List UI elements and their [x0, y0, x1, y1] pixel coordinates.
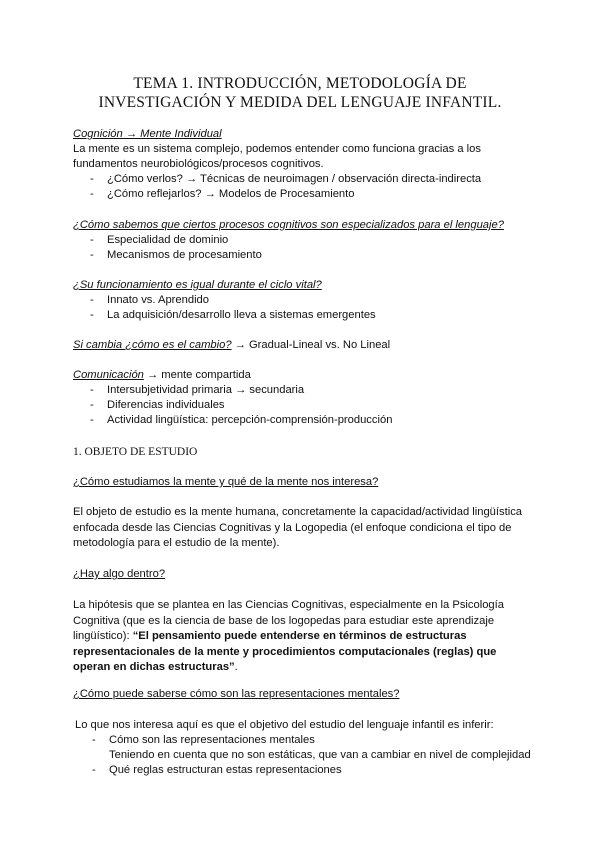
- list-item-text: Cómo son las representaciones mentales: [109, 734, 315, 746]
- list-item: - Diferencias individuales: [90, 399, 225, 411]
- especializados-section: [73, 218, 543, 263]
- objeto-question-block: [73, 475, 543, 490]
- comunicacion-heading: Comunicación: [73, 369, 144, 381]
- list-item: - Cómo son las representaciones mentales: [92, 734, 315, 746]
- representaciones-heading: ¿Cómo puede saberse cómo son las representaciones mentales?: [73, 688, 400, 700]
- objeto-heading: 1. OBJETO DE ESTUDIO: [73, 446, 198, 458]
- list-item: - Intersubjetividad primaria → secundaria: [90, 384, 305, 396]
- title-line-1: TEMA 1. INTRODUCCIÓN, METODOLOGÍA DE: [133, 75, 467, 92]
- list-item-text: La adquisición/desarrollo lleva a sistemas emergentes: [107, 309, 376, 321]
- dentro-quote: “El pensamiento puede entenderse en términos de estructuras representacionales de la mente y procedimientos computacionales (reglas) que operan en dichas estructuras”: [73, 630, 497, 673]
- list-item-text: Mecanismos de procesamiento: [107, 249, 262, 261]
- list-item: - Qué reglas estructuran estas representaciones: [92, 764, 342, 776]
- list-item-text: Intersubjetividad primaria → secundaria: [107, 384, 305, 396]
- list-item-text: Especialidad de dominio: [107, 234, 229, 246]
- list-item-subtext: [75, 748, 545, 763]
- objeto-section: [73, 445, 543, 460]
- objeto-text: El objeto de estudio es la mente humana, concretamente la capacidad/actividad lingüística enfocada desde las Ciencias Cognitivas y la Logopedia (el enfoque condiciona el tipo de metodología para el estudio de la mente).: [73, 506, 523, 549]
- list-item-text: Actividad lingüística: percepción-comprensión-producción: [107, 414, 393, 426]
- dentro-section: [73, 567, 543, 582]
- list-item-subtext-text: Teniendo en cuenta que no son estáticas, que van a cambiar en nivel de complejidad: [109, 749, 531, 761]
- funcionamiento-heading: ¿Su funcionamiento es igual durante el ciclo vital?: [73, 279, 322, 291]
- cambio-heading: Si cambia ¿cómo es el cambio?: [73, 339, 232, 351]
- list-item: - Actividad lingüística: percepción-comprensión-producción: [90, 414, 393, 426]
- representaciones-section: [73, 687, 543, 702]
- list-item-text: Diferencias individuales: [107, 399, 225, 411]
- representaciones-body: [75, 718, 545, 778]
- title-line-2: INVESTIGACIÓN Y MEDIDA DEL LENGUAJE INFANTIL.: [98, 94, 502, 111]
- list-item-text: ¿Cómo reflejarlos? → Modelos de Procesamiento: [107, 188, 355, 200]
- list-item-text: Qué reglas estructuran estas representaciones: [109, 764, 342, 776]
- cognicion-section: [73, 127, 543, 202]
- list-item: - Especialidad de dominio: [90, 234, 229, 246]
- list-item: - Innato vs. Aprendido: [90, 294, 210, 306]
- document-title: [60, 74, 540, 112]
- dentro-text: La hipótesis que se plantea en las Ciencias Cognitivas, especialmente en la Psicología Cognitiva (que es la ciencia de base de los logopedas para estudiar este aprendizaje lingüístico):: [73, 599, 504, 642]
- dentro-text-block: [73, 598, 535, 676]
- list-item-text: ¿Cómo verlos? → Técnicas de neuroimagen / observación directa-indirecta: [107, 173, 482, 185]
- comunicacion-rest: → mente compartida: [143, 369, 251, 381]
- cambio-section: [73, 338, 543, 353]
- list-item: - ¿Cómo reflejarlos? → Modelos de Procesamiento: [90, 188, 355, 200]
- list-item: - ¿Cómo verlos? → Técnicas de neuroimagen / observación directa-indirecta: [90, 173, 482, 185]
- cognicion-text: La mente es un sistema complejo, podemos entender como funciona gracias a los fundamentos neurobiológicos/procesos cognitivos.: [73, 143, 481, 170]
- dentro-heading: ¿Hay algo dentro?: [73, 568, 166, 580]
- cambio-rest: → Gradual-Lineal vs. No Lineal: [231, 339, 391, 351]
- list-item: - Mecanismos de procesamiento: [90, 249, 262, 261]
- cognicion-heading: Cognición → Mente Individual: [73, 128, 222, 140]
- dentro-end: .: [234, 661, 238, 673]
- objeto-question: ¿Cómo estudiamos la mente y qué de la mente nos interesa?: [73, 476, 379, 488]
- comunicacion-section: [73, 368, 543, 428]
- list-item: - La adquisición/desarrollo lleva a sistemas emergentes: [90, 309, 376, 321]
- list-item-text: Innato vs. Aprendido: [107, 294, 210, 306]
- representaciones-text: Lo que nos interesa aquí es que el objetivo del estudio del lenguaje infantil es inferir:: [75, 719, 494, 731]
- funcionamiento-section: [73, 278, 543, 323]
- objeto-text-block: [73, 505, 535, 552]
- especializados-heading: ¿Cómo sabemos que ciertos procesos cognitivos son especializados para el lenguaje?: [73, 219, 504, 231]
